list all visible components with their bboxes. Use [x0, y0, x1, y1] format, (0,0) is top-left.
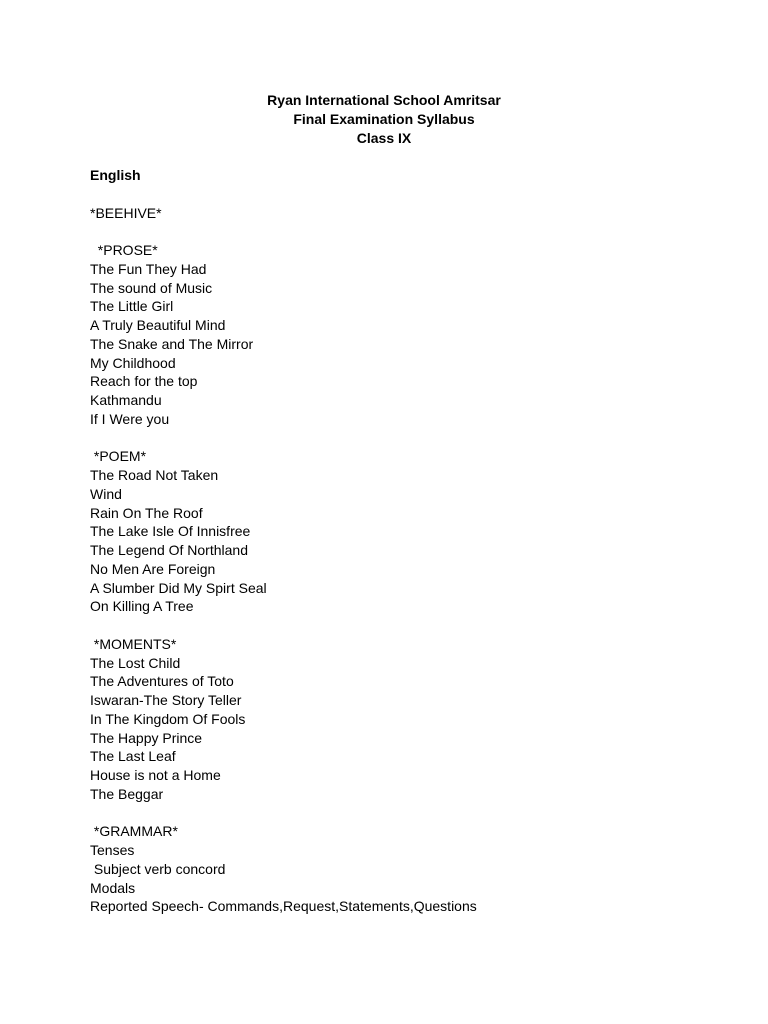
prose-item: My Childhood — [90, 354, 176, 371]
moments-item: House is not a Home — [90, 767, 221, 783]
moments-item: The Adventures of Toto — [90, 673, 234, 690]
prose-item: The Fun They Had — [90, 260, 207, 277]
syllabus-content — [90, 166, 730, 916]
poem-item: No Men Are Foreign — [90, 560, 216, 577]
moments-item: The Lost Child — [90, 654, 181, 671]
grammar-list — [90, 841, 730, 916]
document-title: Final Examination Syllabus — [293, 111, 475, 127]
spacer — [90, 616, 730, 635]
poem-list — [90, 466, 730, 616]
subject-heading: English — [90, 167, 141, 183]
spacer — [90, 222, 730, 241]
prose-heading: *PROSE* — [90, 242, 158, 258]
moments-item: The Last Leaf — [90, 748, 176, 765]
prose-item: The Little Girl — [90, 298, 174, 315]
spacer — [90, 185, 730, 204]
moments-item: The Beggar — [90, 785, 164, 802]
prose-item: A Truly Beautiful Mind — [90, 317, 226, 333]
poem-item: The Road Not Taken — [90, 467, 219, 483]
moments-heading: *MOMENTS* — [90, 635, 177, 652]
moments-item: The Happy Prince — [90, 729, 203, 746]
moments-list — [90, 654, 730, 804]
moments-item: In The Kingdom Of Fools — [90, 710, 246, 727]
book-title: *BEEHIVE* — [90, 204, 162, 221]
spacer — [90, 429, 730, 448]
prose-item: The Snake and The Mirror — [90, 335, 254, 352]
grammar-item: Reported Speech- Commands,Request,Statements,Questions — [90, 898, 477, 915]
grammar-item: Tenses — [90, 842, 135, 858]
prose-item: Reach for the top — [90, 373, 198, 390]
poem-item: The Legend Of Northland — [90, 542, 248, 558]
school-name: Ryan International School Amritsar — [267, 92, 501, 108]
prose-item: The sound of Music — [90, 279, 213, 296]
document-header — [0, 91, 768, 148]
prose-item: Kathmandu — [90, 392, 162, 408]
grammar-item: Modals — [90, 879, 136, 896]
grammar-heading: *GRAMMAR* — [90, 823, 178, 840]
poem-item: Wind — [90, 485, 122, 502]
prose-list — [90, 260, 730, 429]
class-name: Class IX — [356, 130, 412, 146]
poem-heading: *POEM* — [90, 448, 147, 465]
poem-item: A Slumber Did My Spirt Seal — [90, 579, 267, 596]
poem-item: Rain On The Roof — [90, 504, 203, 521]
poem-item: The Lake Isle Of Innisfree — [90, 523, 251, 540]
prose-item: If I Were you — [90, 410, 170, 427]
grammar-item: Subject verb concord — [90, 860, 226, 877]
moments-item: Iswaran-The Story Teller — [90, 692, 242, 708]
poem-item: On Killing A Tree — [90, 598, 194, 615]
spacer — [90, 804, 730, 823]
